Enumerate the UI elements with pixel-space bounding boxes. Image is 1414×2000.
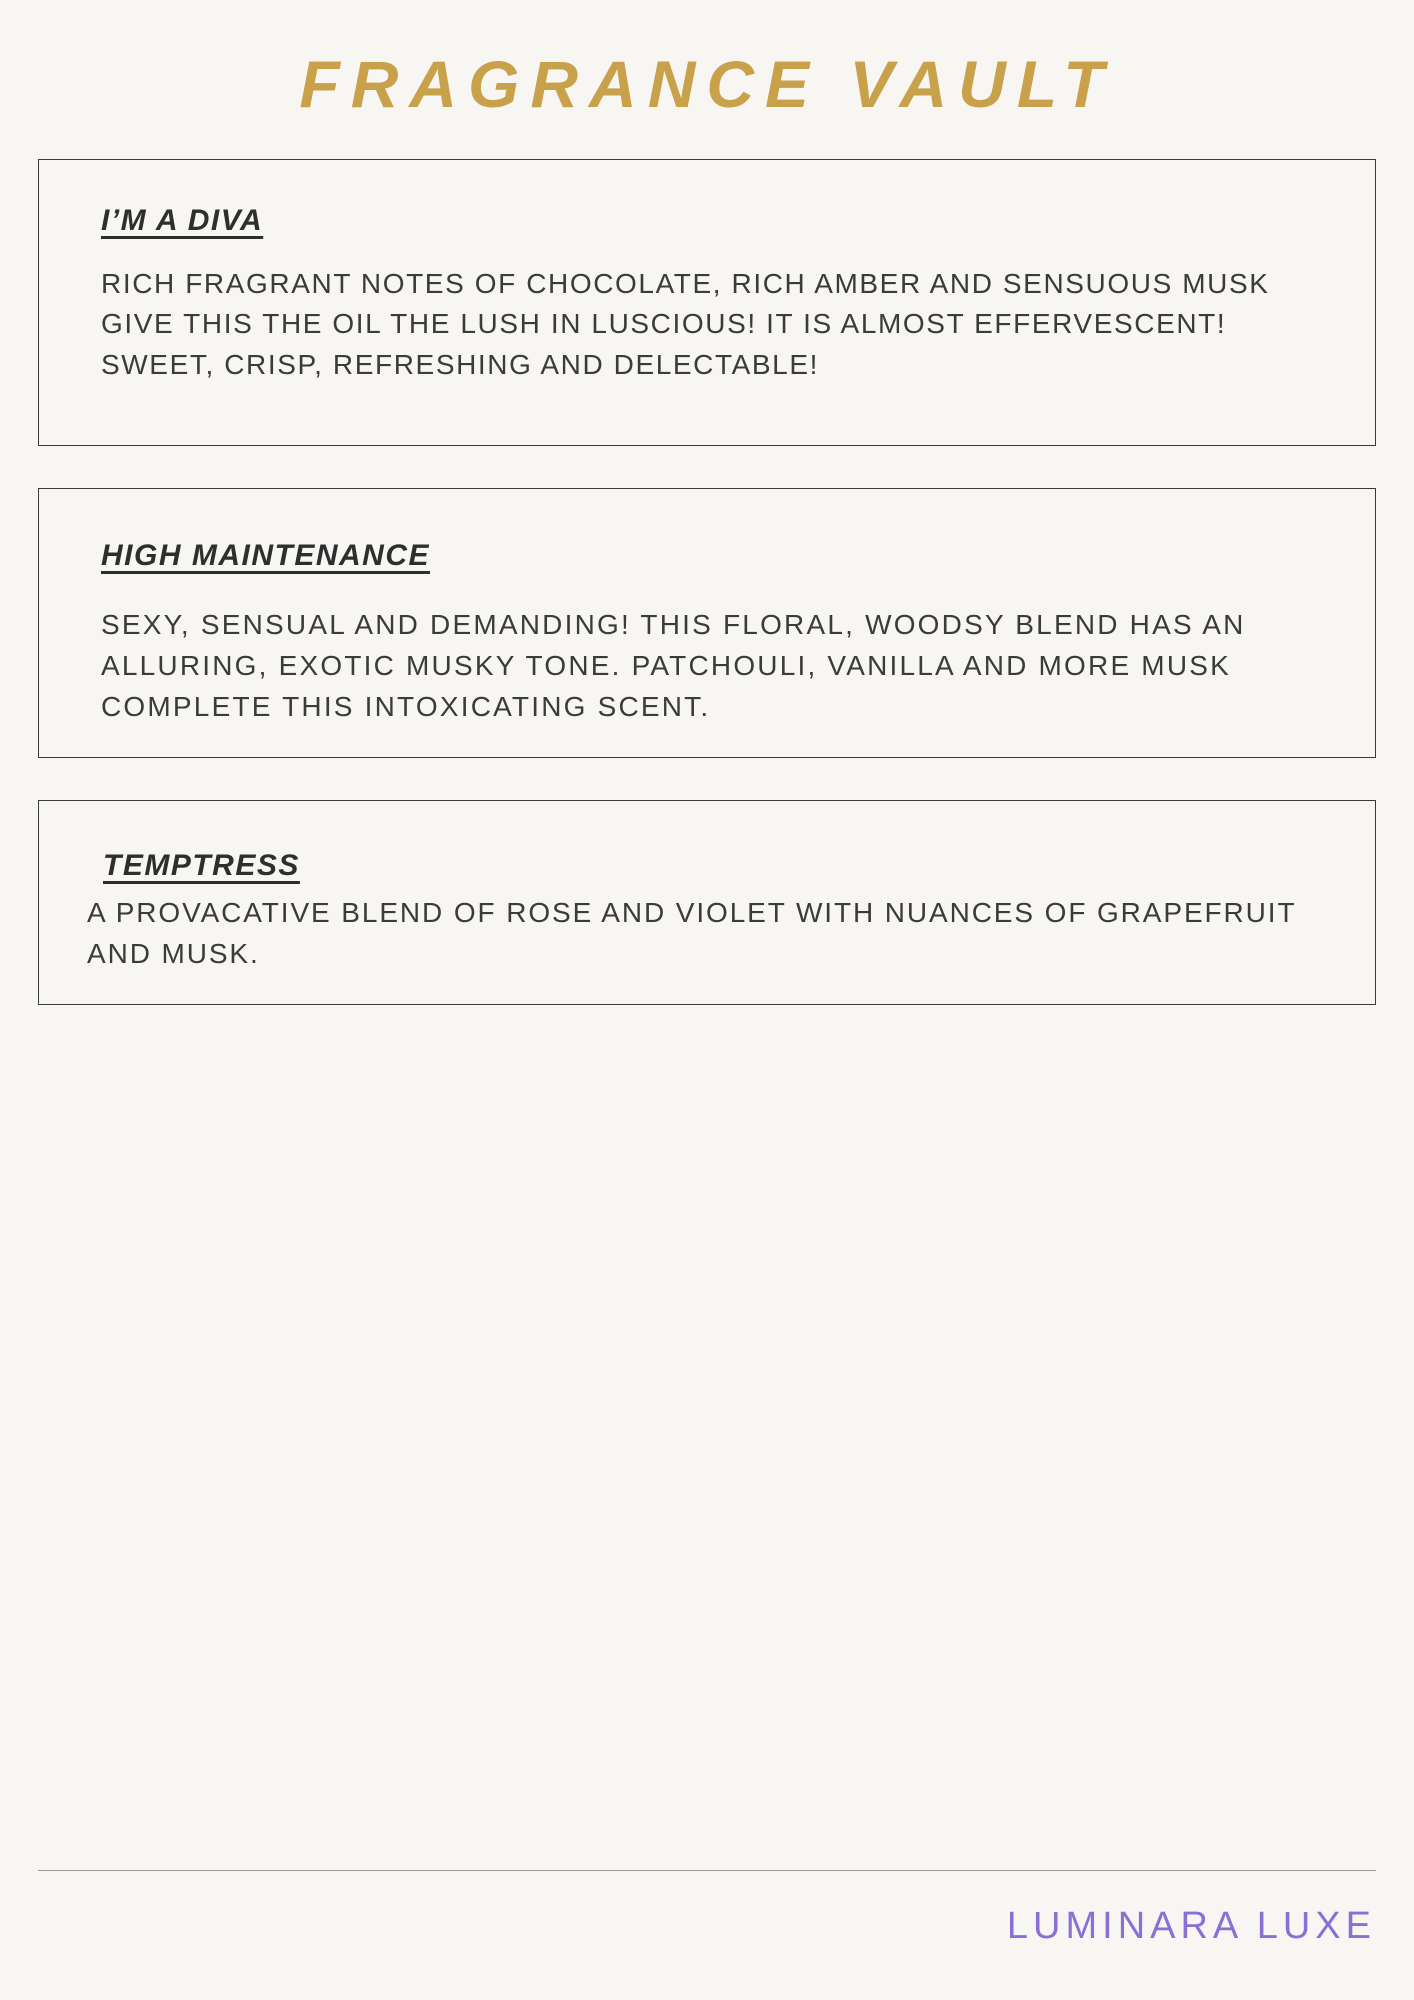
fragrance-card <box>38 159 1376 447</box>
fragrance-name: TEMPTRESS <box>103 849 300 883</box>
fragrance-card <box>38 800 1376 1005</box>
fragrance-description: SEXY, SENSUAL AND DEMANDING! THIS FLORAL, WOODSY BLEND HAS AN ALLURING, EXOTIC MUSKY TONE. PATCHOULI, VANILLA AND MORE MUSK COMPLETE THIS INTOXICATING SCENT. <box>101 609 1246 722</box>
fragrance-name: HIGH MAINTENANCE <box>101 539 430 573</box>
fragrance-name: I’M A DIVA <box>101 203 264 237</box>
page-title: FRAGRANCE VAULT <box>299 47 1115 121</box>
footer-divider <box>38 1870 1376 1871</box>
page-footer <box>38 1870 1376 1948</box>
fragrance-description: A PROVACATIVE BLEND OF ROSE AND VIOLET WITH NUANCES OF GRAPEFRUIT AND MUSK. <box>87 897 1296 969</box>
fragrance-description: RICH FRAGRANT NOTES OF CHOCOLATE, RICH AMBER AND SENSUOUS MUSK GIVE THIS THE OIL THE LUSH IN LUSCIOUS! IT IS ALMOST EFFERVESCENT! SWEET, CRISP, REFRESHING AND DELECTABLE! <box>101 267 1270 380</box>
brand-name: LUMINARA LUXE <box>1006 1905 1376 1947</box>
fragrance-card <box>38 488 1376 758</box>
fragrance-card-list <box>0 159 1414 1006</box>
